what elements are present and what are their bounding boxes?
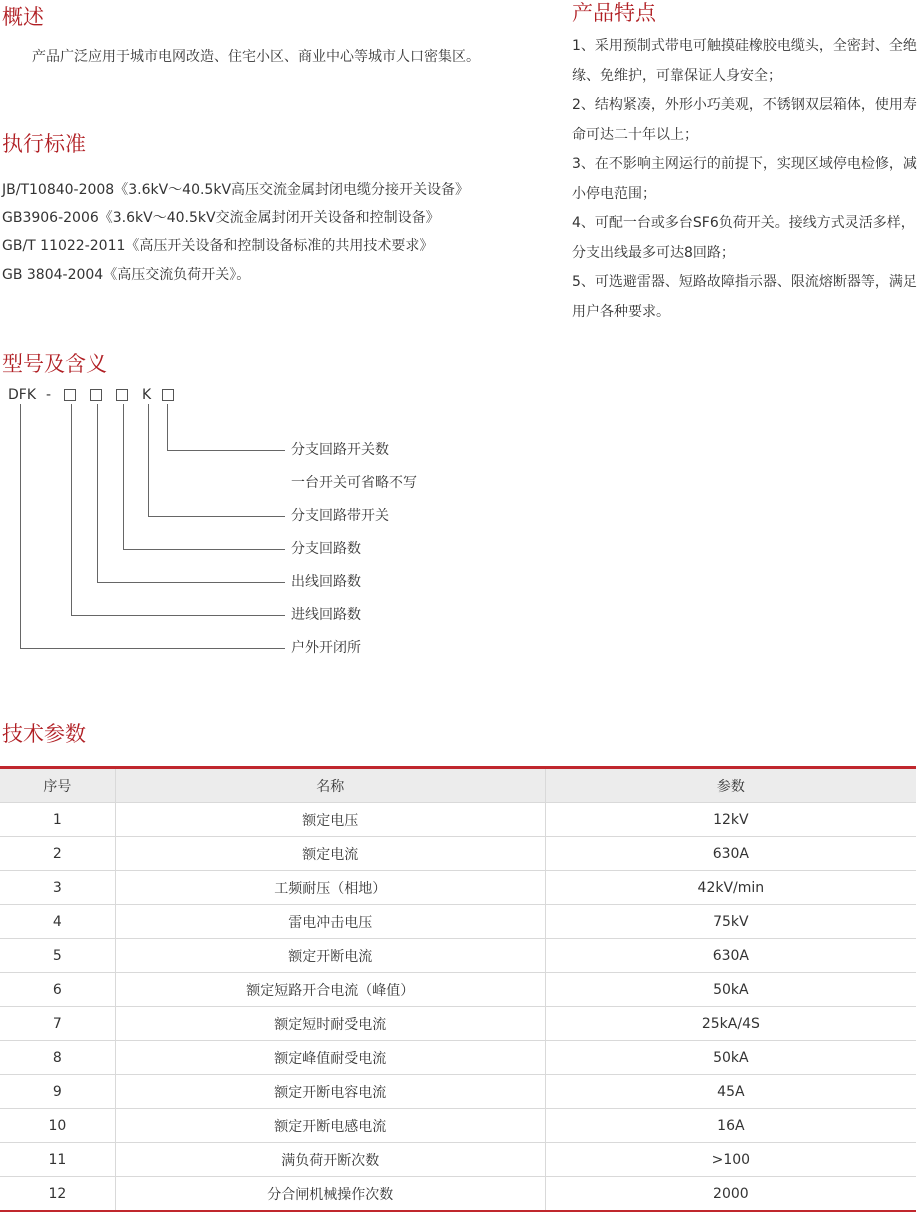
cell-index: 9 xyxy=(0,1075,115,1109)
table-row xyxy=(0,1109,916,1143)
cell-value: 2000 xyxy=(545,1177,916,1212)
code-box-4 xyxy=(162,389,174,401)
cell-name: 雷电冲击电压 xyxy=(115,905,545,939)
cell-index: 1 xyxy=(0,803,115,837)
model-description: 分支回路数 xyxy=(291,541,361,557)
params-table xyxy=(0,766,916,1212)
header-name: 名称 xyxy=(115,768,545,803)
table-row xyxy=(0,905,916,939)
cell-name: 工频耐压（相地） xyxy=(115,871,545,905)
params-heading: 技术参数 xyxy=(2,722,86,746)
feature-item: 3、在不影响主网运行的前提下，实现区域停电检修，减小停电范围； xyxy=(572,156,917,202)
cell-name: 额定电压 xyxy=(115,803,545,837)
table-header-row xyxy=(0,768,916,803)
table-row xyxy=(0,1177,916,1212)
cell-value: >100 xyxy=(545,1143,916,1177)
table-row xyxy=(0,1075,916,1109)
model-description: 一台开关可省略不写 xyxy=(291,475,417,491)
cell-value: 16A xyxy=(545,1109,916,1143)
model-description: 分支回路带开关 xyxy=(291,508,389,524)
features-heading: 产品特点 xyxy=(572,1,656,25)
cell-name: 额定开断电容电流 xyxy=(115,1075,545,1109)
feature-item: 4、可配一台或多台SF6负荷开关。接线方式灵活多样，分支出线最多可达8回路； xyxy=(572,215,915,261)
cell-value: 42kV/min xyxy=(545,871,916,905)
header-index: 序号 xyxy=(0,768,115,803)
cell-value: 630A xyxy=(545,939,916,973)
standard-item: GB3906-2006《3.6kV～40.5kV交流金属封闭开关设备和控制设备》 xyxy=(2,210,440,226)
standards-heading: 执行标准 xyxy=(2,132,86,156)
model-description: 户外开闭所 xyxy=(291,640,361,656)
tree-line xyxy=(167,404,168,450)
model-prefix: DFK xyxy=(8,387,37,403)
cell-value: 630A xyxy=(545,837,916,871)
tree-line xyxy=(123,549,285,550)
tree-line xyxy=(97,582,285,583)
table-row xyxy=(0,837,916,871)
table-row xyxy=(0,803,916,837)
cell-name: 分合闸机械操作次数 xyxy=(115,1177,545,1212)
cell-index: 11 xyxy=(0,1143,115,1177)
tree-line xyxy=(148,516,285,517)
tree-line xyxy=(71,404,72,615)
cell-name: 额定开断电感电流 xyxy=(115,1109,545,1143)
cell-name: 额定电流 xyxy=(115,837,545,871)
cell-index: 5 xyxy=(0,939,115,973)
tree-line xyxy=(148,404,149,516)
tree-line xyxy=(167,450,285,451)
model-k-letter: K xyxy=(142,387,152,403)
cell-index: 7 xyxy=(0,1007,115,1041)
feature-item: 5、可选避雷器、短路故障指示器、限流熔断器等，满足用户各种要求。 xyxy=(572,274,917,320)
cell-name: 额定短时耐受电流 xyxy=(115,1007,545,1041)
table-row xyxy=(0,939,916,973)
cell-index: 4 xyxy=(0,905,115,939)
code-box-1 xyxy=(64,389,76,401)
model-description: 出线回路数 xyxy=(291,574,361,590)
header-value: 参数 xyxy=(545,768,916,803)
overview-heading: 概述 xyxy=(2,5,44,29)
cell-name: 满负荷开断次数 xyxy=(115,1143,545,1177)
model-dash: - xyxy=(46,387,52,403)
cell-value: 45A xyxy=(545,1075,916,1109)
table-row xyxy=(0,973,916,1007)
overview-text: 产品广泛应用于城市电网改造、住宅小区、商业中心等城市人口密集区。 xyxy=(32,49,480,65)
cell-index: 12 xyxy=(0,1177,115,1212)
model-heading: 型号及含义 xyxy=(2,352,107,376)
tree-line xyxy=(71,615,285,616)
table-row xyxy=(0,871,916,905)
cell-index: 10 xyxy=(0,1109,115,1143)
cell-name: 额定短路开合电流（峰值） xyxy=(115,973,545,1007)
cell-name: 额定开断电流 xyxy=(115,939,545,973)
cell-value: 50kA xyxy=(545,1041,916,1075)
cell-value: 12kV xyxy=(545,803,916,837)
model-description: 分支回路开关数 xyxy=(291,442,389,458)
standard-item: GB/T 11022-2011《高压开关设备和控制设备标准的共用技术要求》 xyxy=(2,238,434,254)
table-row xyxy=(0,1041,916,1075)
code-box-2 xyxy=(90,389,102,401)
code-box-3 xyxy=(116,389,128,401)
cell-value: 50kA xyxy=(545,973,916,1007)
model-description: 进线回路数 xyxy=(291,607,361,623)
tree-line xyxy=(20,648,285,649)
feature-item: 2、结构紧凑，外形小巧美观，不锈钢双层箱体，使用寿命可达二十年以上； xyxy=(572,97,917,143)
cell-value: 25kA/4S xyxy=(545,1007,916,1041)
cell-index: 8 xyxy=(0,1041,115,1075)
cell-name: 额定峰值耐受电流 xyxy=(115,1041,545,1075)
tree-line xyxy=(20,404,21,648)
standard-item: JB/T10840-2008《3.6kV～40.5kV高压交流金属封闭电缆分接开关设备》 xyxy=(2,182,470,198)
feature-item: 1、采用预制式带电可触摸硅橡胶电缆头，全密封、全绝缘、免维护，可靠保证人身安全； xyxy=(572,38,917,84)
cell-value: 75kV xyxy=(545,905,916,939)
cell-index: 6 xyxy=(0,973,115,1007)
cell-index: 2 xyxy=(0,837,115,871)
tree-line xyxy=(97,404,98,582)
tree-line xyxy=(123,404,124,549)
features-list xyxy=(572,32,920,327)
cell-index: 3 xyxy=(0,871,115,905)
table-row xyxy=(0,1007,916,1041)
standard-item: GB 3804-2004《高压交流负荷开关》。 xyxy=(2,267,251,283)
table-row xyxy=(0,1143,916,1177)
